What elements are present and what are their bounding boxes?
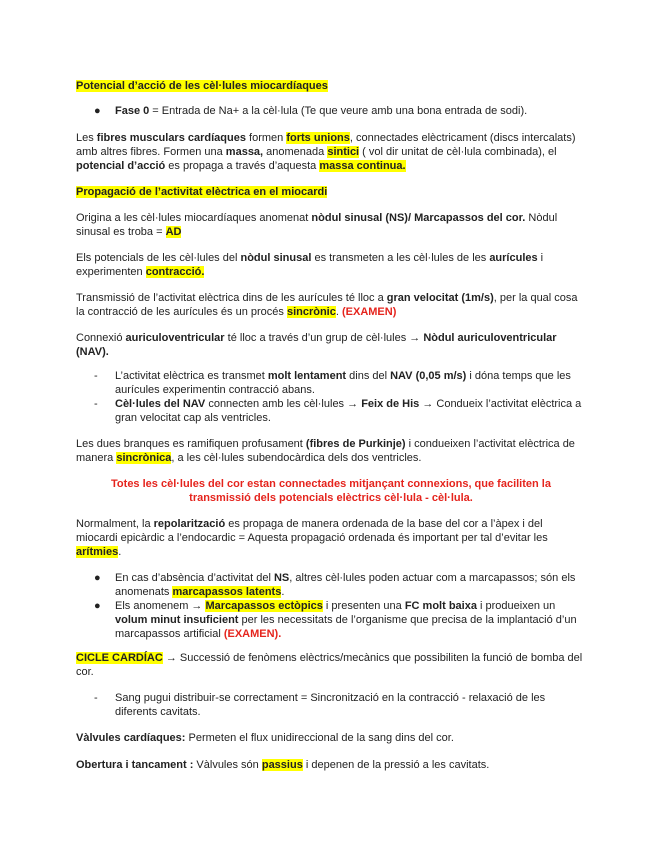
list-item: - Cèl·lules del NAV connecten amb les cèl·lules → Feix de His → Condueix l’activitat elèctrica a gran velocitat cap als ventricles. [94,398,582,424]
list-item: - L’activitat elèctrica es transmet molt lentament dins del NAV (0,05 m/s) i dóna temps que les aurícules experimentin contracció abans. [94,370,571,396]
section-heading-propagacio: Propagació de l’activitat elèctrica en el miocardi [76,186,328,198]
list-item: ● En cas d’absència d’activitat del NS, altres cèl·lules poden actuar com a marcapassos; són els anomenats marcapassos latents. [94,572,576,598]
bullet-list-fase0 [90,104,586,118]
paragraph-fibres: Les fibres musculars cardíaques formen forts unions, connectades elèctricament (discs intercalats) amb altres fibres. Formen una massa, anomenada sintici ( vol dir unitat de cèl·lula combinada), el potencial d’acció es propaga a través d’aquesta massa continua. [76,132,576,172]
paragraph-obertura: Obertura i tancament : Vàlvules són passius i depenen de la pressió a les cavitats. [76,759,490,771]
section-heading-potencial: Potencial d’acció de les cèl·lules miocardíaques [76,80,328,92]
bullet-list-marcapassos [90,571,586,641]
important-note: Totes les cèl·lules del cor estan connectades mitjançant connexions, que faciliten la transmissió dels potencials elèctrics cèl·lula - cèl·lula. [111,478,551,504]
list-item: ● Fase 0 = Entrada de Na+ a la cèl·lula (Te que veure amb una bona entrada de sodi). [94,105,528,117]
section-heading-cicle: CICLE CARDÍAC [76,652,163,664]
paragraph-valvules: Vàlvules cardíaques: Permeten el flux unidireccional de la sang dins del cor. [76,732,454,744]
paragraph-potencials: Els potencials de les cèl·lules del nòdul sinusal es transmeten a les cèl·lules de les aurícules i experimenten contracció. [76,252,544,278]
paragraph-origina: Origina a les cèl·lules miocardíaques anomenat nòdul sinusal (NS)/ Marcapassos del cor. Nòdul sinusal es troba = AD [76,212,558,238]
dash-list-sang [90,691,586,719]
list-item: - Sang pugui distribuir-se correctament = Sincronització en la contracció - relaxació de les diferents cavitats. [94,692,546,718]
paragraph-transmissio: Transmissió de l’activitat elèctrica dins de les aurícules té lloc a gran velocitat (1m/s), per la qual cosa la contracció de les aurícules és un procés sincrònic. (EXAMEN) [76,292,578,318]
dash-list-nav [90,369,586,425]
paragraph-cicle-cardiac: CICLE CARDÍAC → Successió de fenòmens elèctrics/mecànics que possibiliten la funció de bomba del cor. [76,652,583,678]
paragraph-connexio: Connexió auriculoventricular té lloc a través d’un grup de cèl·lules → Nòdul auriculoventricular (NAV). [76,332,557,358]
paragraph-repolaritzacio: Normalment, la repolarització es propaga de manera ordenada de la base del cor a l’àpex i del miocardi epicàrdic a l’endocardic = Aquesta propagació ordenada és important per tal d’evitar les arítmies. [76,518,548,558]
list-item: ● Els anomenem → Marcapassos ectòpics i presenten una FC molt baixa i produeixen un volum minut insuficient per les necessitats de l’organisme que precisa de la implantació d’un marcapassos artificial (EXAMEN). [94,600,577,640]
paragraph-branques: Les dues branques es ramifiquen profusament (fibres de Purkinje) i condueixen l’activitat elèctrica de manera sincrònica, a les cèl·lules subendocàrdica dels dos ventricles. [76,438,575,464]
